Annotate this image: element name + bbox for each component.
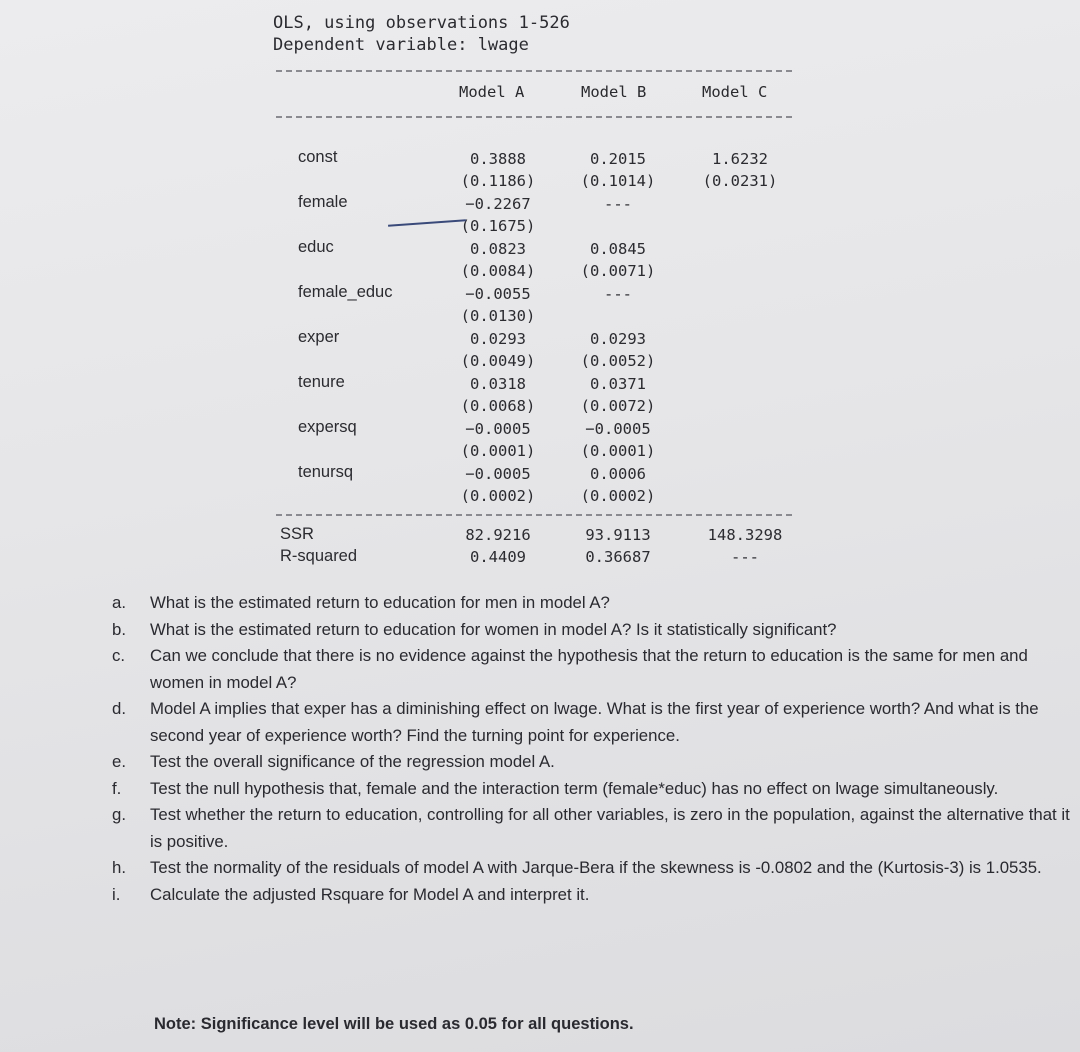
model-b-stat: 0.36687 [585,548,651,566]
model-c-coef: 1.6232 [712,150,768,168]
model-a-se: (0.0130) [460,307,536,325]
model-a-coef: 0.0823 [470,240,526,258]
model-a-coef: −0.2267 [465,195,531,213]
significance-note: Note: Significance level will be used as 0.05 for all questions. [154,1015,634,1033]
model-c-stat: 148.3298 [707,526,783,544]
regression-header [273,12,570,56]
header-line-1: OLS, using observations 1-526 [273,13,570,33]
variable-name: exper [298,328,340,346]
question-item: i. Calculate the adjusted Rsquare for Model A and interpret it. [112,884,590,904]
model-b-coef: --- [604,285,632,303]
column-header-model-b: Model B [581,83,647,101]
model-b-coef: 0.0371 [590,375,646,393]
model-b-se: (0.0002) [580,487,656,505]
question-item: d. Model A implies that exper has a diminishing effect on lwage. What is the first year of experience worth? And what is the second year of experience worth? Find the turning point for experience. [112,699,1039,745]
model-a-se: (0.0084) [460,262,536,280]
model-b-coef: 0.0293 [590,330,646,348]
model-b-stat: 93.9113 [585,526,651,544]
model-a-coef: −0.0005 [465,420,531,438]
variable-name: female_educ [298,283,393,301]
question-item: h. Test the normality of the residuals of model A with Jarque-Bera if the skewness is -0.0802 and the (Kurtosis-3) is 1.0535. [112,858,1042,877]
model-b-coef: --- [604,195,632,213]
model-b-coef: 0.2015 [590,150,646,168]
question-item: f. Test the null hypothesis that, female and the interaction term (female*educ) has no effect on lwage simultaneously. [112,778,999,798]
model-a-coef: 0.0318 [470,375,526,393]
table-header-rule [276,116,792,118]
model-b-se: (0.0001) [580,442,656,460]
model-b-coef: 0.0006 [590,465,646,483]
model-b-se: (0.1014) [580,172,656,190]
model-a-stat: 0.4409 [470,548,526,566]
model-c-stat: --- [731,548,759,566]
model-a-coef: 0.0293 [470,330,526,348]
model-a-se: (0.0068) [460,397,536,415]
model-b-coef: −0.0005 [585,420,651,438]
statistic-name: SSR [280,525,314,543]
model-b-coef: 0.0845 [590,240,646,258]
question-item: b. What is the estimated return to education for women in model A? Is it statistically significant? [112,619,837,639]
table-top-rule [276,70,792,72]
model-b-se: (0.0071) [580,262,656,280]
model-a-se: (0.0002) [460,487,536,505]
question-item: g. Test whether the return to education, controlling for all other variables, is zero in the population, against the alternative that it is positive. [112,805,1070,851]
model-a-coef: 0.3888 [470,150,526,168]
variable-name: female [298,193,348,211]
model-a-se: (0.0049) [460,352,536,370]
model-c-se: (0.0231) [702,172,778,190]
model-b-se: (0.0052) [580,352,656,370]
question-item: c. Can we conclude that there is no evidence against the hypothesis that the return to education is the same for men and women in model A? [112,646,1028,692]
variable-name: tenursq [298,463,354,481]
column-header-model-a: Model A [459,83,525,101]
statistic-name: R-squared [280,547,358,565]
model-a-coef: −0.0055 [465,285,531,303]
variable-name: expersq [298,418,357,436]
variable-name: tenure [298,373,345,391]
question-list [112,590,1072,908]
model-b-se: (0.0072) [580,397,656,415]
header-line-2: Dependent variable: lwage [273,35,529,55]
table-bottom-rule [276,514,792,516]
model-a-se: (0.0001) [460,442,536,460]
model-a-se: (0.1186) [460,172,536,190]
variable-name: const [298,148,338,166]
model-a-coef: −0.0005 [465,465,531,483]
question-item: e. Test the overall significance of the regression model A. [112,752,555,771]
column-header-model-c: Model C [702,83,768,101]
question-item: a. What is the estimated return to education for men in model A? [112,593,610,612]
model-a-se: (0.1675) [460,217,536,235]
variable-name: educ [298,238,334,256]
model-a-stat: 82.9216 [465,526,531,544]
